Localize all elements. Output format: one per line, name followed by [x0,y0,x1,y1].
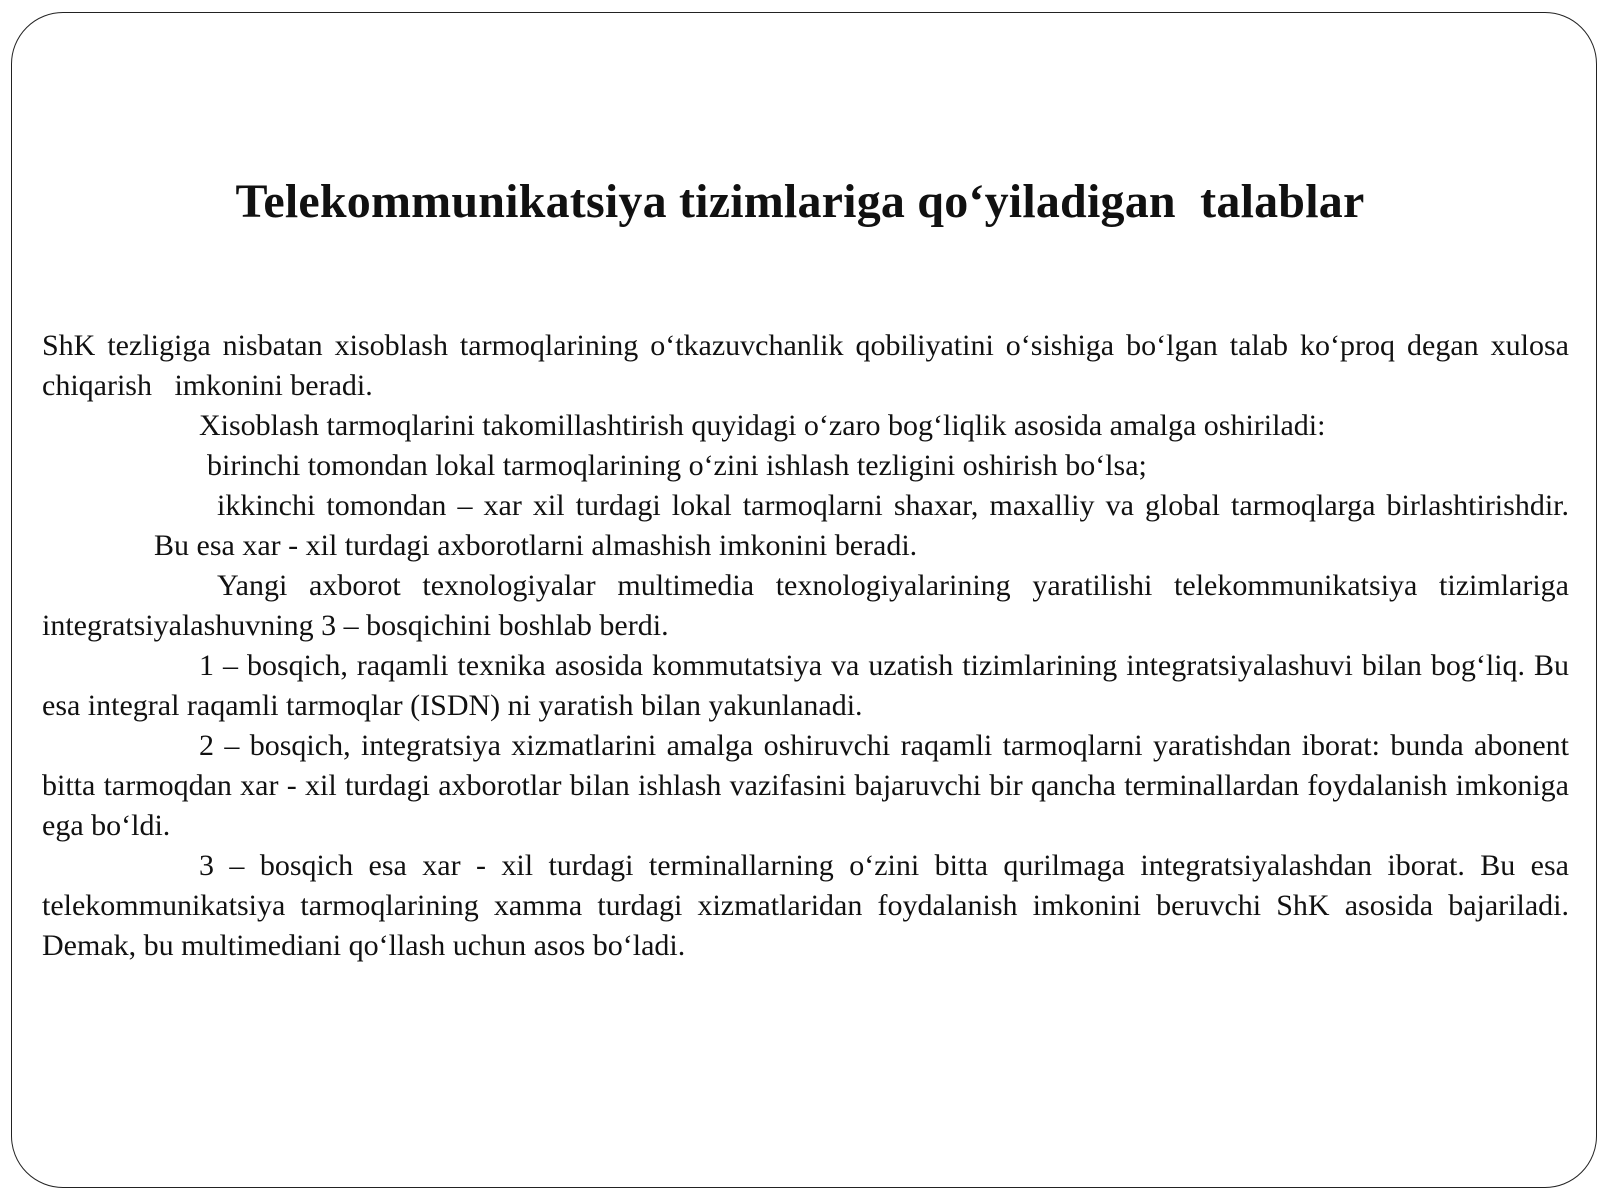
paragraph-improvement [42,406,1569,446]
paragraph-text: ShK tezligiga nisbatan xisoblash tarmoqlarining o‘tkazuvchanlik qobiliyatini o‘sishiga bo‘lgan talab ko‘proq degan xulosa chiqarish imkonini beradi. [42,329,1577,402]
paragraph-text: 1 – bosqich, raqamli texnika asosida kommutatsiya va uzatish tizimlarining integratsiyalashuvi bilan bog‘liq. Bu esa integral raqamli tarmoqlar (ISDN) ni yaratish bilan yakunlanadi. [42,649,1577,722]
paragraph-stage-3 [42,846,1577,966]
paragraph-text: Yangi axborot texnologiyalar multimedia texnologiyalarining yaratilishi telekommunikatsiya tizimlariga integratsiyalashuvning 3 – bosqichini boshlab berdi. [42,569,1577,642]
paragraph-text: birinchi tomondan lokal tarmoqlarining o‘zini ishlash tezligini oshirish bo‘lsa; [207,449,1147,482]
slide-title: Telekommunikatsiya tizimlariga qo‘yiladigan talablar [235,175,1365,228]
paragraph-text: 2 – bosqich, integratsiya xizmatlarini amalga oshiruvchi raqamli tarmoqlarni yaratishdan iborat: bunda abonent bitta tarmoqdan xar - xil turdagi axborotlar bilan ishlash vazifasini bajaruvchi bir qancha terminallardan foydalanish imkoniga ega bo‘ldi. [42,729,1577,842]
paragraph-second-side [42,486,1569,566]
paragraph-text: 3 – bosqich esa xar - xil turdagi terminallarning o‘zini bitta qurilmaga integratsiyalashdan iborat. Bu esa telekommunikatsiya tarmoqlarining xamma turdagi xizmatlaridan foydalanish imkonini beruvchi ShK asosida bajariladi. Demak, bu multimediani qo‘llash uchun asos bo‘ladi. [42,849,1577,962]
paragraph-stage-1 [42,646,1577,726]
paragraph-new-technologies [42,566,1577,646]
slide-body [42,326,1577,966]
paragraph-text: Bu esa xar - xil turdagi axborotlarni almashish imkonini beradi. [154,529,918,562]
paragraph-text: ikkinchi tomondan – xar xil turdagi lokal tarmoqlarni shaxar, maxalliy va global tarmoqlarga birlashtirishdir. [217,489,1569,522]
paragraph-stage-2 [42,726,1577,846]
paragraph-intro [42,326,1577,406]
paragraph-text: Xisoblash tarmoqlarini takomillashtirish quyidagi o‘zaro bog‘liqlik asosida amalga oshiriladi: [199,409,1326,442]
paragraph-first-side [42,446,1569,486]
